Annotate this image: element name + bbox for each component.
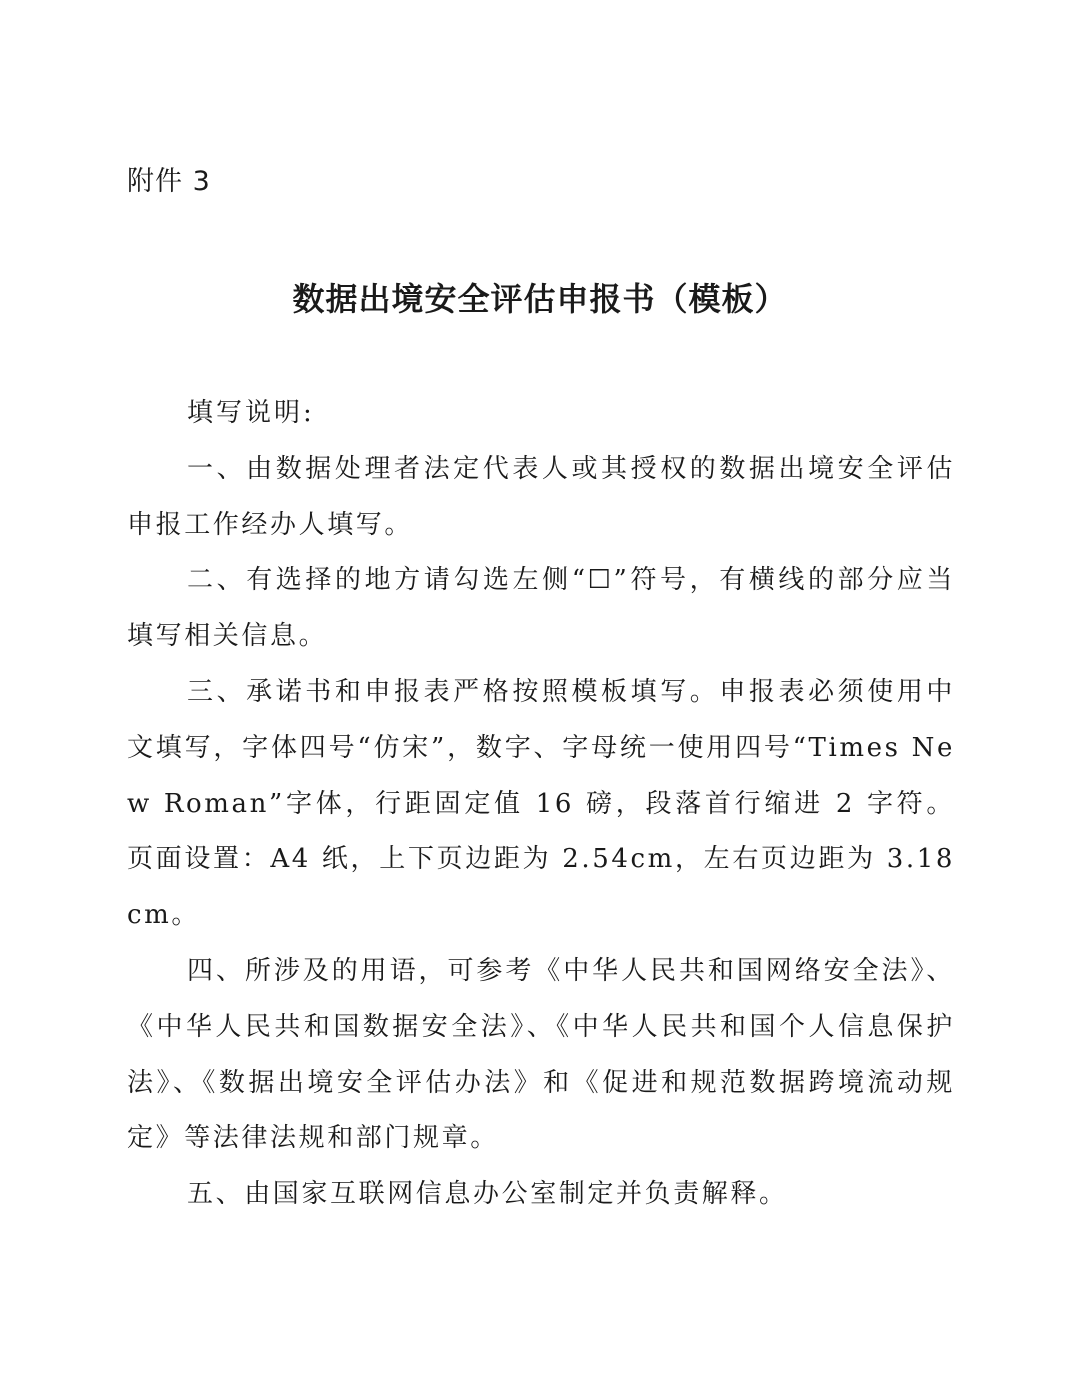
instruction-item-3: 三、承诺书和申报表严格按照模板填写。申报表必须使用中文填写，字体四号“仿宋”，数字、字母统一使用四号“Times New Roman”字体，行距固定值 16 磅，段落首行缩进 2 字符。页面设置：A4 纸，上下页边距为 2.54cm，左右页边距为 3.18cm。 [127, 676, 955, 931]
instructions-heading: 填写说明: [187, 398, 315, 428]
instruction-item-5: 五、由国家互联网信息办公室制定并负责解释。 [187, 1179, 788, 1210]
instruction-item-1: 一、由数据处理者法定代表人或其授权的数据出境安全评估申报工作经办人填写。 [127, 453, 955, 540]
document-title: 数据出境安全评估申报书（模板） [292, 280, 788, 318]
attachment-label: 附件 3 [127, 166, 211, 197]
instruction-item-2: 二、有选择的地方请勾选左侧“☐”符号，有横线的部分应当填写相关信息。 [127, 565, 955, 652]
instruction-item-4: 四、所涉及的用语，可参考《中华人民共和国网络安全法》、《中华人民共和国数据安全法》、《中华人民共和国个人信息保护法》、《数据出境安全评估办法》和《促进和规范数据跨境流动规定》等法律法规和部门规章。 [127, 955, 955, 1154]
instructions-section [127, 386, 955, 1223]
